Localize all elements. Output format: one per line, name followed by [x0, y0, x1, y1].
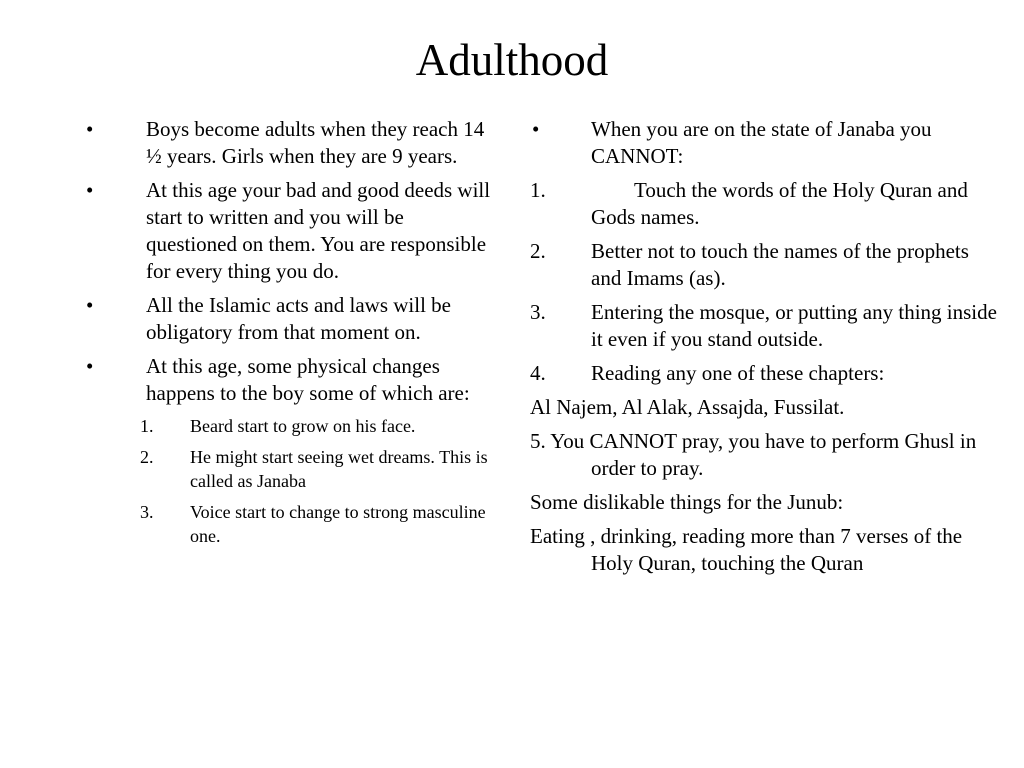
list-item-text: Touch the words of the Holy Quran and Gods names.	[591, 178, 968, 229]
list-item	[80, 116, 500, 170]
janaba-bullet	[530, 116, 1000, 170]
sub-list-item	[80, 414, 500, 438]
list-item-text: All the Islamic acts and laws will be obligatory from that moment on.	[146, 293, 452, 344]
sub-item-text: Voice start to change to strong masculine one.	[190, 502, 486, 546]
bullet-icon: •	[86, 293, 94, 317]
list-item-text: When you are on the state of Janaba you CANNOT:	[591, 117, 932, 168]
sub-item-number: 1.	[140, 416, 154, 436]
item-number: 1.	[530, 178, 546, 202]
sub-item-number: 2.	[140, 447, 154, 467]
left-bullet-list	[80, 116, 500, 407]
bullet-icon: •	[86, 354, 94, 378]
item-number: 2.	[530, 239, 546, 263]
bullet-icon: •	[86, 117, 94, 141]
list-item	[80, 177, 500, 285]
left-column	[80, 116, 500, 555]
dislikable-line: Eating , drinking, reading more than 7 verses of the Holy Quran, touching the Quran	[530, 524, 963, 575]
list-item-text: Entering the mosque, or putting any thing inside it even if you stand outside.	[591, 300, 997, 351]
sub-list-item	[80, 445, 500, 493]
physical-changes-list	[80, 414, 500, 548]
sub-item-text: He might start seeing wet dreams. This is called as Janaba	[190, 447, 488, 491]
list-item-text: At this age your bad and good deeds will start to written and you will be questioned on them. You are responsible for every thing you do.	[146, 178, 491, 283]
list-item	[80, 292, 500, 346]
chapters-line: Al Najem, Al Alak, Assajda, Fussilat.	[530, 395, 845, 419]
item-number: 3.	[530, 300, 546, 324]
sub-list-item	[80, 500, 500, 548]
dislikable-heading: Some dislikable things for the Junub:	[530, 490, 844, 514]
list-item-text: Boys become adults when they reach 14 ½ years. Girls when they are 9 years.	[146, 117, 485, 168]
slide-title: Adulthood	[415, 35, 609, 85]
janaba-restrictions-list	[530, 177, 1000, 387]
list-item	[80, 353, 500, 407]
list-item	[530, 177, 1000, 231]
list-item-text: At this age, some physical changes happens to the boy some of which are:	[146, 354, 470, 405]
item-number: 4.	[530, 361, 546, 385]
bullet-icon: •	[532, 117, 540, 141]
list-item	[530, 238, 1000, 292]
bullet-icon: •	[86, 178, 94, 202]
list-item	[530, 299, 1000, 353]
sub-item-text: Beard start to grow on his face.	[190, 416, 416, 436]
pray-line: 5. You CANNOT pray, you have to perform Ghusl in order to pray.	[530, 429, 977, 480]
list-item-text: Reading any one of these chapters:	[591, 361, 885, 385]
list-item-text: Better not to touch the names of the prophets and Imams (as).	[591, 239, 969, 290]
right-column	[530, 116, 1000, 584]
sub-item-number: 3.	[140, 502, 154, 522]
list-item	[530, 360, 1000, 387]
